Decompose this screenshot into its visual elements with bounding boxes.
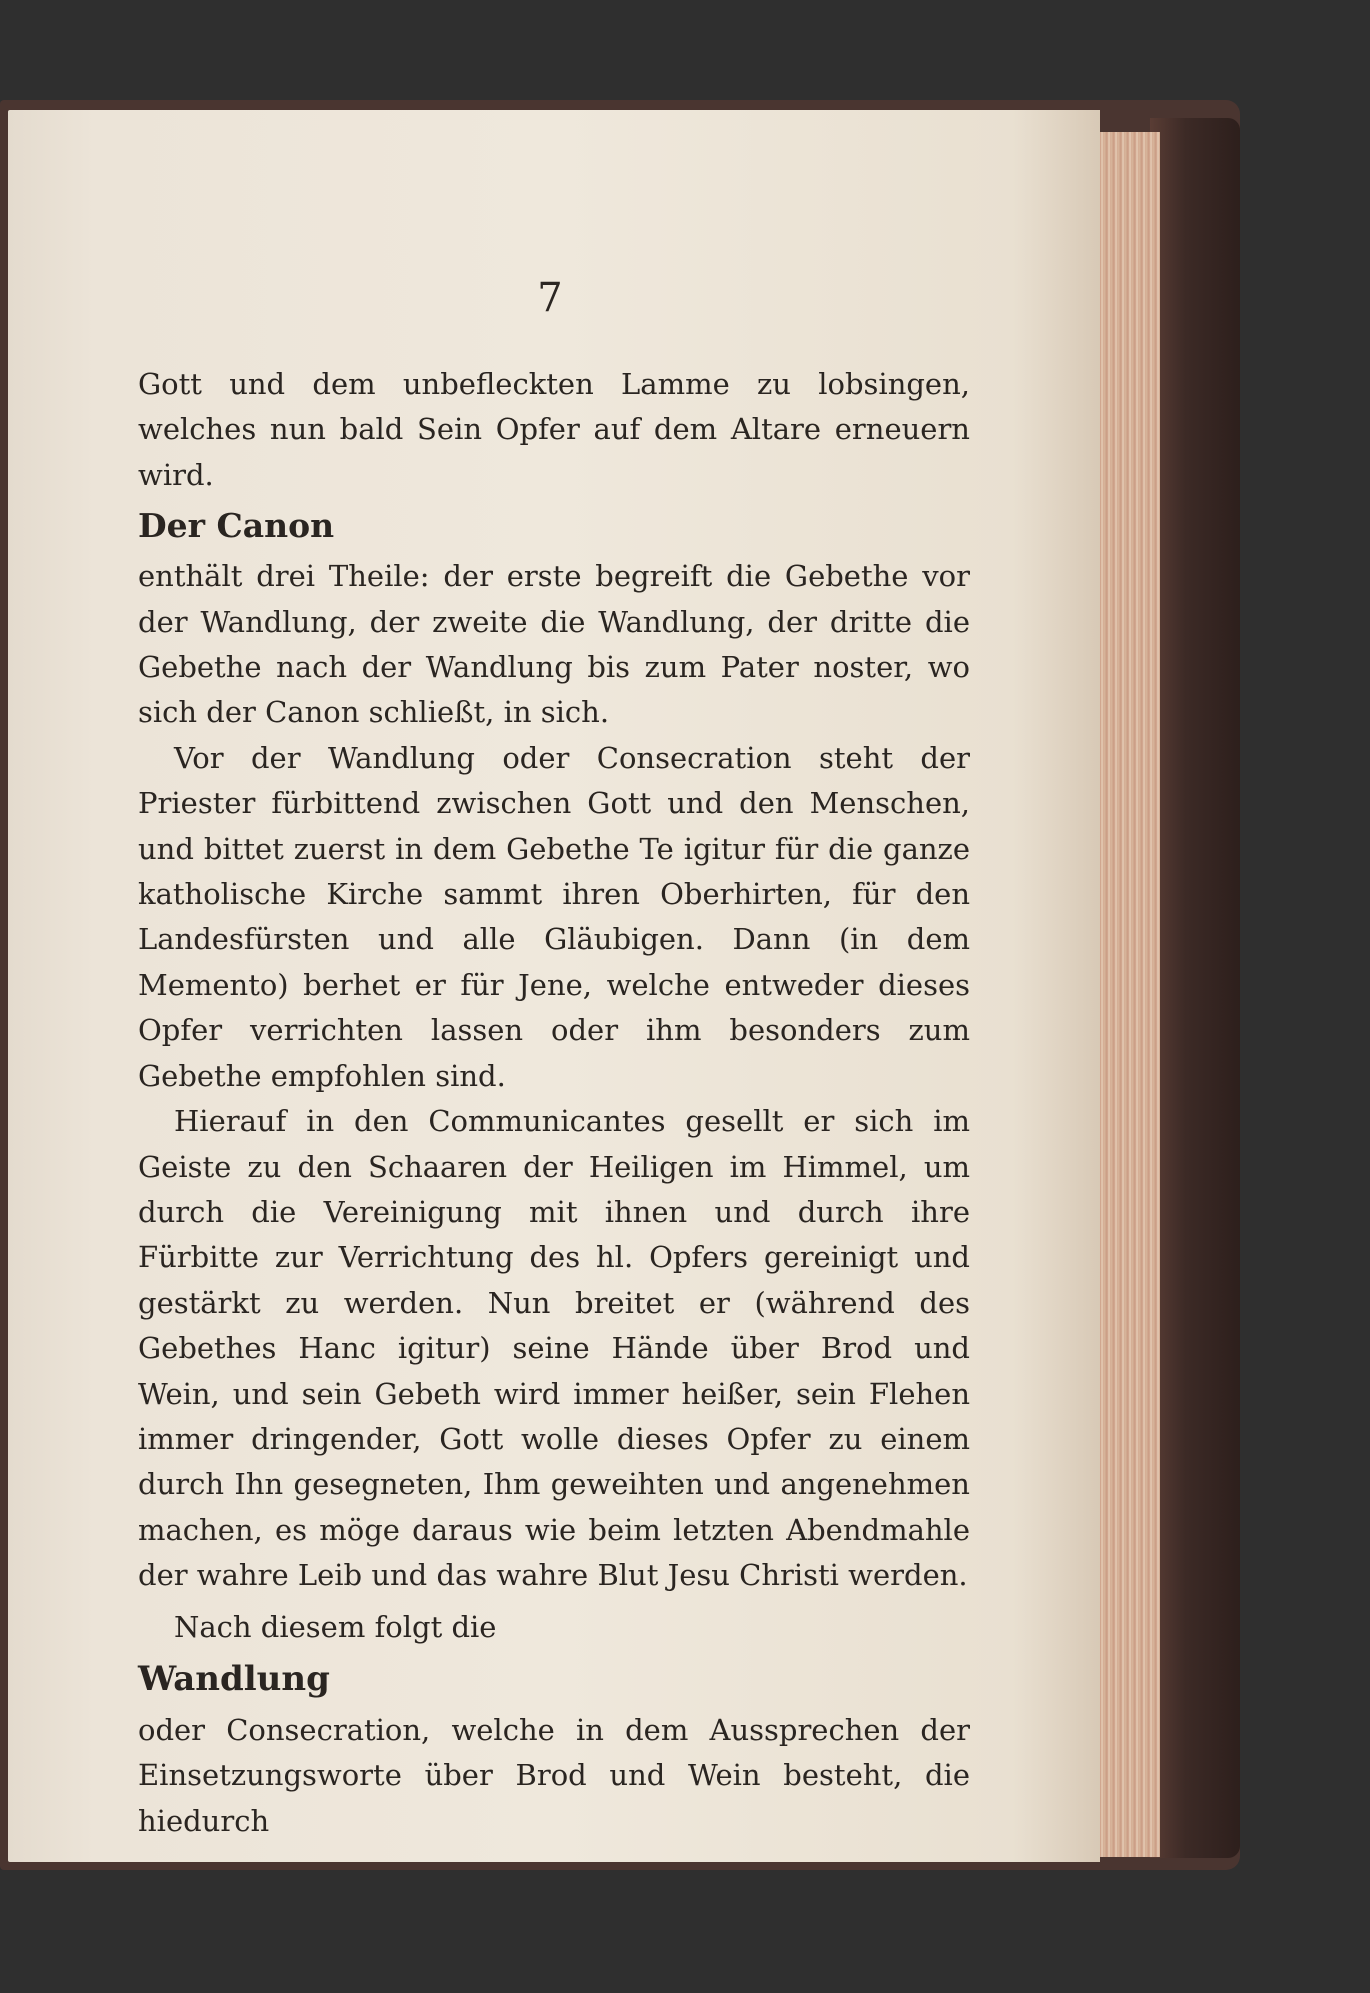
heading-wandlung: Wandlung [138, 1658, 330, 1699]
paragraph-5: Nach diesem folgt die [174, 1609, 497, 1644]
paragraph-6: oder Consecration, welche in dem Aussprechen der Einsetzungsworte über Brod und Wein besteht, die hiedurch [138, 1712, 970, 1838]
book-cover-edge [1150, 118, 1240, 1858]
page-text [138, 362, 970, 1844]
paragraph-2: enthält drei Theile: der erste begreift die Gebethe vor der Wandlung, der zweite die Wandlung, der dritte die Gebethe nach der Wandlung bis zum Pater noster, wo sich der Canon schließt, in sich. [138, 559, 970, 730]
heading-canon: Der Canon [138, 506, 335, 546]
page-number: 7 [537, 275, 563, 321]
page-edges [1090, 132, 1160, 1857]
paragraph-4: Hierauf in den Communicantes gesellt er sich im Geiste zu den Schaaren der Heiligen im Himmel, um durch die Vereinigung mit ihnen und durch ihre Fürbitte zur Verrichtung des hl. Opfers gereinigt und gestärkt zu werden. Nun breitet er (während des Gebethes Hanc igitur) seine Hände über Brod und Wein, und sein Gebeth wird immer heißer, sein Flehen immer dringender, Gott wolle dieses Opfer zu einem durch Ihn gesegneten, Ihm geweihten und angenehmen machen, es möge daraus wie beim letzten Abendmahle der wahre Leib und das wahre Blut Jesu Christi werden. [138, 1104, 970, 1593]
paragraph-3: Vor der Wandlung oder Consecration steht der Priester fürbittend zwischen Gott und den Menschen, und bittet zuerst in dem Gebethe Te igitur für die ganze katholische Kirche sammt ihren Oberhirten, für den Landesfürsten und alle Gläubigen. Dann (in dem Memento) berhet er für Jene, welche entweder dieses Opfer verrichten lassen oder ihm besonders zum Gebethe empfohlen sind. [138, 740, 970, 1093]
paragraph-1: Gott und dem unbefleckten Lamme zu lobsingen, welches nun bald Sein Opfer auf dem Altare erneuern wird. [138, 367, 970, 492]
